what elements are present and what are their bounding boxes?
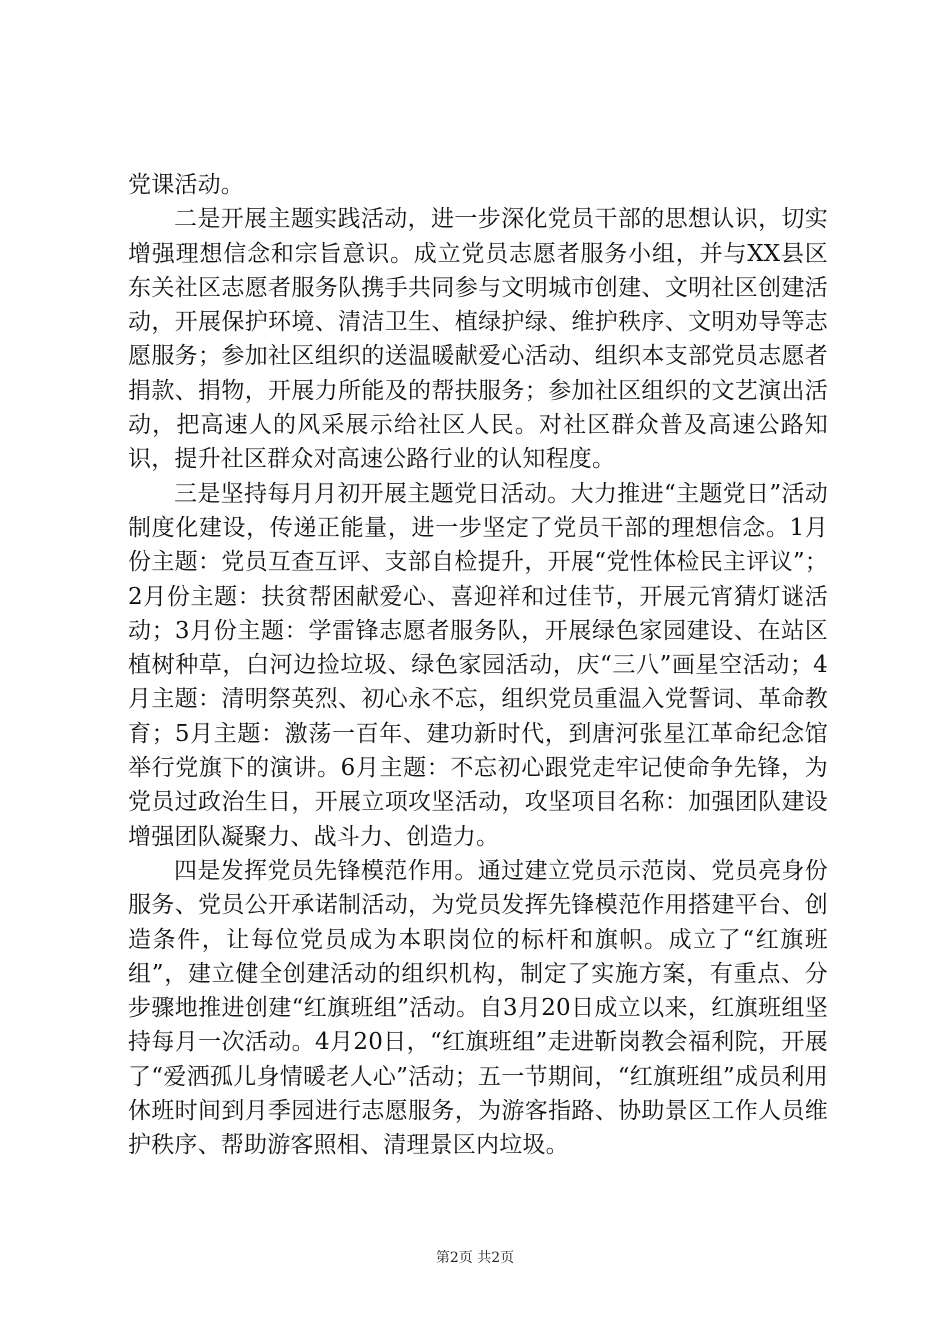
paragraph-theme-practice: 二是开展主题实践活动，进一步深化党员干部的思想认识，切实增强理想信念和宗旨意识。成立党员志愿者服务小组，并与XX县区东关社区志愿者服务队携手共同参与文明城市创建、文明社区创建活动，开展保护环境、清洁卫生、植绿护绿、维护秩序、文明劝导等志愿服务；参加社区组织的送温暖献爱心活动、组织本支部党员志愿者捐款、捐物，开展力所能及的帮扶服务；参加社区组织的文艺演出活动，把高速人的风采展示给社区人民。对社区群众普及高速公路知识，提升社区群众对高速公路行业的认知程度。 [128,206,828,473]
paragraph-vanguard: 四是发挥党员先锋模范作用。通过建立党员示范岗、党员亮身份服务、党员公开承诺制活动，为党员发挥先锋模范作用搭建平台、创造条件，让每位党员成为本职岗位的标杆和旗帜。成立了“红旗班组”，建立健全创建活动的组织机构，制定了实施方案，有重点、分步骤地推进创建“红旗班组”活动。自3月20日成立以来，红旗班组坚持每月一次活动。4月20日，“红旗班组”走进靳岗教会福利院，开展了“爱洒孤儿身情暖老人心”活动；五一节期间，“红旗班组”成员利用休班时间到月季园进行志愿服务，为游客指路、协助景区工作人员维护秩序、帮助游客照相、清理景区内垃圾。 [128,857,828,1159]
page-footer: 第2页 共2页 [435,1250,515,1266]
paragraph-continuation: 党课活动。 [128,172,244,198]
document-body [128,168,828,1163]
paragraph-party-day: 三是坚持每月月初开展主题党日活动。大力推进“主题党日”活动制度化建设，传递正能量，进一步坚定了党员干部的理想信念。1月份主题：党员互查互评、支部自检提升，开展“党性体检民主评议”；2月份主题：扶贫帮困献爱心、喜迎祥和过佳节，开展元宵猜灯谜活动；3月份主题：学雷锋志愿者服务队，开展绿色家园建设、在站区植树种草，白河边捡垃圾、绿色家园活动，庆“三八”画星空活动；4月主题：清明祭英烈、初心永不忘，组织党员重温入党誓词、革命教育；5月主题：激荡一百年、建功新时代，到唐河张星江革命纪念馆举行党旗下的演讲。6月主题：不忘初心跟党走牢记使命争先锋，为党员过政治生日，开展立项攻坚活动，攻坚项目名称：加强团队建设增强团队凝聚力、战斗力、创造力。 [128,480,828,850]
